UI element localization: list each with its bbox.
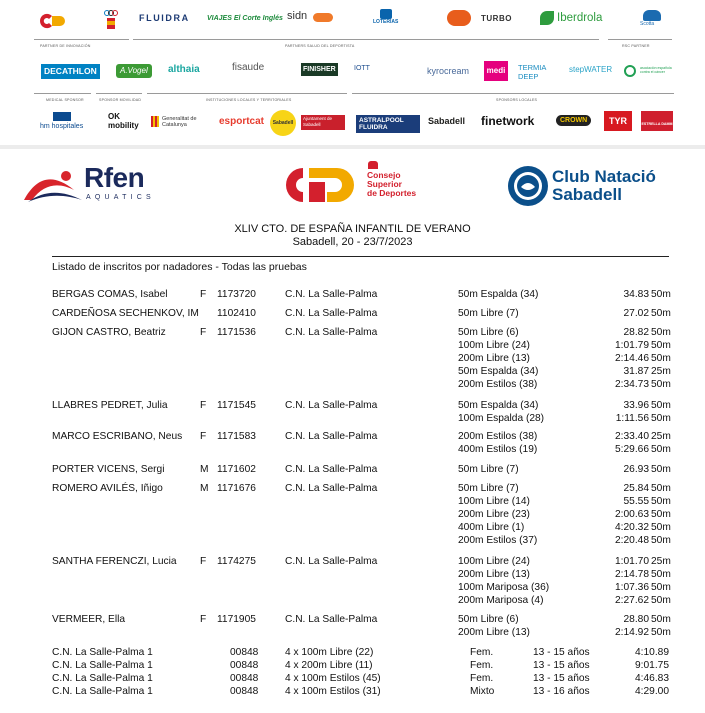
althaia-logo: althaia [168,64,200,75]
swimmer-club: C.N. La Salle-Palma [285,289,378,300]
generalitat-icon [151,116,159,127]
iott-logo: IOTT [354,65,370,72]
swimmer-sex: F [200,327,207,338]
event-title: XLIV CTO. DE ESPAÑA INFANTIL DE VERANO [234,223,471,235]
kyrocream-logo: kyrocream [427,66,470,76]
swimmer-event-row [0,627,705,640]
pool-length: 50m [651,378,671,390]
fluidra-logo: FLUIDRA [139,13,190,23]
swimmer-row [0,483,705,496]
entry-time: 33.96 [623,400,649,411]
entry-time: 34.83 [623,289,649,300]
swimmer-club: C.N. La Salle-Palma [285,614,378,625]
relay-club: C.N. La Salle-Palma 1 [52,673,153,684]
swimmer-license: 1171545 [217,400,256,411]
entry-time: 31.87 [623,365,649,377]
fisaude-logo: fisaude [232,62,265,73]
astralpool-logo: ASTRALPOOL FLUIDRA [356,115,420,133]
separator [0,145,705,149]
swimmer-event-row [0,353,705,366]
relay-row [0,660,705,673]
crown-logo: CROWN [556,115,591,126]
swimmer-row [0,431,705,444]
event-name: 200m Estilos (38) [458,378,538,390]
event-name: 200m Libre (13) [458,352,530,364]
section-label: RSC PARTNER [622,44,650,48]
pool-length: 50m [651,327,671,338]
event-name: 100m Mariposa (36) [458,581,550,593]
swimmer-club: C.N. La Salle-Palma [285,556,378,567]
banco-sabadell-logo: Sabadell [428,116,466,126]
event-name: 50m Libre (7) [458,464,519,475]
event-name: 200m Mariposa (4) [458,594,544,606]
pool-length: 25m [651,431,671,442]
relay-row [0,673,705,686]
pool-length: 50m [651,594,671,606]
relay-category: Mixto [470,686,495,697]
pool-length: 50m [651,400,671,411]
entry-time: 1:07.36 [615,581,649,593]
swimmer-sex: M [200,483,209,494]
entry-time: 25.84 [623,483,649,494]
pool-length: 25m [651,365,671,377]
relay-event: 4 x 100m Estilos (45) [285,673,381,684]
swimmer-club: C.N. La Salle-Palma [285,431,378,442]
swimmer-name: VERMEER, Ella [52,614,126,625]
event-name: 400m Estilos (19) [458,443,538,455]
relay-time: 9:01.75 [635,660,669,671]
section-label: PARTNERS SALUD DEL DEPORTISTA [285,44,355,48]
event-name: 50m Libre (6) [458,614,519,625]
entry-time: 1:01.70 [615,556,649,567]
relay-row [0,686,705,699]
swimmer-name: PORTER VICENS, Sergi [52,464,165,475]
swimmer-sex: F [200,614,207,625]
swimmer-club: C.N. La Salle-Palma [285,464,378,475]
relay-club: C.N. La Salle-Palma 1 [52,647,153,658]
turbo-logo: TURBO [481,14,512,23]
medi-logo: medi [484,61,508,81]
avogel-logo: A.Vogel [116,64,152,78]
relay-code: 00848 [230,647,259,658]
listing-caption: Listado de inscritos por nadadores - Todas las pruebas [52,261,307,273]
swimmer-event-row [0,535,705,548]
pool-length: 50m [651,614,671,625]
relay-club: C.N. La Salle-Palma 1 [52,686,153,697]
estrella-damm-logo: ESTRELLA DAMM [641,111,673,131]
viajes-eci-logo: VIAJES El Corte Inglés [207,15,283,22]
aecc-icon [624,65,636,77]
swimmer-name: ROMERO AVILÉS, Iñigo [52,483,163,494]
loterias-emblem-icon [380,9,392,19]
decathlon-logo: DECATHLON [41,64,100,79]
swimmer-club: C.N. La Salle-Palma [285,400,378,411]
swimmer-name: CARDEÑOSA SECHENKOV, IM [52,308,199,319]
entry-time: 55.55 [623,495,649,507]
relay-club: C.N. La Salle-Palma 1 [52,660,153,671]
event-name: 200m Libre (13) [458,626,530,638]
pool-length: 50m [651,352,671,364]
entry-time: 27.02 [623,308,649,319]
sidn-fish-icon [313,13,333,22]
relay-event: 4 x 200m Libre (11) [285,660,373,671]
entry-time: 28.82 [623,327,649,338]
relay-ages: 13 - 15 años [533,660,590,671]
swimmer-name: GIJON CASTRO, Beatriz [52,327,166,338]
relay-category: Fem. [470,660,494,671]
pool-length: 50m [651,483,671,494]
swimmer-event-row [0,444,705,457]
event-name: 50m Espalda (34) [458,289,539,300]
swimmer-name: BERGAS COMAS, Isabel [52,289,168,300]
relay-ages: 13 - 16 años [533,686,590,697]
entry-time: 1:11.56 [615,412,649,424]
swimmer-event-row [0,522,705,535]
csd-line-1: Consejo [367,170,401,180]
scotta-scooter-icon [643,10,661,21]
entry-time: 4:20.32 [615,521,649,533]
csd-logo-small [38,12,68,34]
event-name: 50m Libre (7) [458,483,519,494]
hm-hospitales-icon [53,112,71,121]
section-label: INSTITUCIONES LOCALES Y TERRITORIALES [206,98,292,102]
sponsor-banner [0,0,705,142]
relay-time: 4:29.00 [635,686,669,697]
section-label: PARTNER DE INNOVACIÓN [40,44,91,48]
entry-time: 26.93 [623,464,649,475]
swimmer-sex: F [200,400,207,411]
pool-length: 50m [651,534,671,546]
swimmer-event-row [0,595,705,608]
entry-time: 2:34.73 [615,378,649,390]
swimmer-event-row [0,340,705,353]
event-name: 200m Libre (13) [458,568,530,580]
entry-time: 2:14.92 [615,626,649,638]
csd-line-2: Superior [367,179,402,189]
coe-logo [103,9,119,35]
pool-length: 50m [651,464,671,475]
pool-length: 25m [651,556,671,567]
section-label: SPONSORS LOCALES [496,98,538,102]
club-name [552,168,656,204]
event-name: 50m Libre (7) [458,308,519,319]
swimmer-row [0,464,705,477]
pool-length: 50m [651,443,671,455]
swimmer-sex: F [200,289,207,300]
entry-time: 1:01.79 [615,339,649,351]
swimmer-row [0,308,705,321]
pool-length: 50m [651,508,671,520]
swimmer-event-row [0,413,705,426]
swimmer-row [0,614,705,627]
ok-mobility-logo: OK mobility [108,112,139,130]
event-name: 50m Libre (6) [458,327,519,338]
sidn-logo: sidn [287,10,308,22]
event-name: 400m Libre (1) [458,521,525,533]
swimmer-event-row [0,366,705,379]
relay-code: 00848 [230,686,259,697]
swimmer-license: 1102410 [217,308,256,319]
swimmer-license: 1171905 [217,614,256,625]
event-subtitle: Sabadell, 20 - 23/7/2023 [292,236,413,248]
swimmer-license: 1171602 [217,464,256,475]
scotta-logo: Scotta [640,21,655,27]
iberdrola-leaf-icon [540,11,554,25]
pool-length: 50m [651,568,671,580]
club-name-line-2: Sabadell [552,185,622,204]
entry-time: 28.80 [623,614,649,625]
loterias-logo: LOTERÍAS [373,19,399,25]
swimmer-event-row [0,496,705,509]
swimmer-license: 1171536 [217,327,256,338]
relay-ages: 13 - 15 años [533,647,590,658]
event-name: 100m Libre (14) [458,495,530,507]
event-name: 200m Estilos (38) [458,431,538,442]
swimmer-row [0,556,705,569]
pool-length: 50m [651,289,671,300]
swimmer-license: 1174275 [217,556,256,567]
ajuntament-logo: Ajuntament de Sabadell [301,115,345,130]
swimmer-license: 1171583 [217,431,256,442]
entry-time: 2:00.63 [615,508,649,520]
hm-hospitales-logo: hm hospitales [40,123,84,130]
swimmer-name: LLABRES PEDRET, Julia [52,400,168,411]
relay-event: 4 x 100m Estilos (31) [285,686,381,697]
swimmer-sex: F [200,556,207,567]
csd-logo [281,164,363,211]
swimmer-sex: F [200,431,207,442]
ds-logo [447,10,471,26]
aecc-logo: asociación española contra el cáncer [640,66,672,74]
pool-length: 50m [651,626,671,638]
termia-deep-logo: TERMIA DEEP [518,63,546,81]
swimmer-license: 1173720 [217,289,256,300]
swimmer-club: C.N. La Salle-Palma [285,483,378,494]
relay-ages: 13 - 15 años [533,673,590,684]
stepwater-logo: stepWATER [569,65,613,74]
swimmer-club: C.N. La Salle-Palma [285,308,378,319]
swimmer-event-row [0,379,705,392]
event-name: 50m Espalda (34) [458,400,539,411]
entry-time: 2:33.40 [615,431,649,442]
entry-time: 5:29.66 [615,443,649,455]
section-label: MEDICAL SPONSOR [46,98,84,102]
swimmer-event-row [0,582,705,595]
event-name: 100m Espalda (28) [458,412,545,424]
relay-row [0,647,705,660]
tyr-logo: TYR [604,111,632,131]
club-crest-icon [507,165,549,212]
csd-crown-icon [368,161,378,169]
relay-category: Fem. [470,673,494,684]
iberdrola-logo: Iberdrola [557,12,603,24]
swimmer-row [0,289,705,302]
entry-time: 2:14.46 [615,352,649,364]
swimmer-sex: M [200,464,209,475]
swimmer-event-row [0,509,705,522]
relay-code: 00848 [230,660,259,671]
pool-length: 50m [651,339,671,351]
pool-length: 50m [651,521,671,533]
event-name: 100m Libre (24) [458,556,530,567]
event-name: 50m Espalda (34) [458,365,539,377]
entry-time: 2:14.78 [615,568,649,580]
relay-time: 4:46.83 [635,673,669,684]
rfen-wordmark: Rfen [84,162,145,193]
swimmer-row [0,400,705,413]
pool-length: 50m [651,308,671,319]
event-name: 200m Estilos (37) [458,534,538,546]
sabadell-city-logo: Sabadell [270,110,296,136]
finisher-logo: FINISHER [301,63,338,76]
relay-category: Fem. [470,647,494,658]
finetwork-logo: finetwork [481,114,535,128]
swimmer-name: SANTHA FERENCZI, Lucia [52,556,177,567]
rfen-subtitle: AQUATICS [86,194,155,201]
pool-length: 50m [651,581,671,593]
pool-length: 50m [651,412,671,424]
swimmer-row [0,327,705,340]
swimmer-club: C.N. La Salle-Palma [285,327,378,338]
event-name: 200m Libre (23) [458,508,530,520]
csd-name [367,171,416,198]
club-name-line-1: Club Natació [552,167,656,186]
relay-time: 4:10.89 [635,647,669,658]
generalitat-logo: Generalitat de Catalunya [162,116,197,128]
pool-length: 50m [651,495,671,507]
swimmer-name: MARCO ESCRIBANO, Neus [52,431,183,442]
swimmer-event-row [0,569,705,582]
relay-code: 00848 [230,673,259,684]
entry-time: 2:27.62 [615,594,649,606]
section-label: SPONSOR MOVILIDAD [99,98,142,102]
rfen-logo [22,164,86,209]
header-rule [52,256,669,257]
relay-event: 4 x 100m Libre (22) [285,647,374,658]
esportcat-logo: esportcat [219,116,265,127]
swimmer-license: 1171676 [217,483,256,494]
csd-line-3: de Deportes [367,188,417,198]
entry-time: 2:20.48 [615,534,649,546]
event-name: 100m Libre (24) [458,339,530,351]
